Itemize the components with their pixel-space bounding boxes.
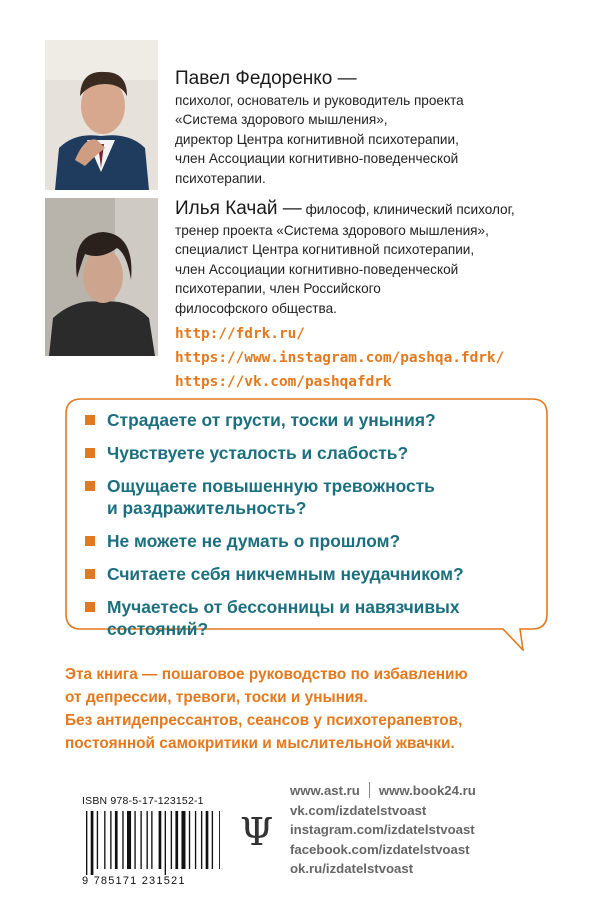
barcode-stripe [104, 811, 105, 869]
site-row [290, 781, 540, 801]
barcode-stripe [219, 811, 220, 869]
promo-line: от депрессии, тревоги, тоски и уныния. [65, 689, 368, 706]
author-heading-kachai [175, 199, 575, 220]
author-description-line: «Система здорового мышления», [175, 112, 388, 128]
barcode-icon [86, 811, 220, 875]
author-name-fedorenko: Павел Федоренко — [175, 68, 357, 89]
author-description-line: психотерапии. [175, 170, 266, 186]
site-ok[interactable]: ok.ru/izdatelstvoast [290, 861, 414, 876]
barcode-stripe [97, 811, 98, 869]
promo-line: Эта книга — пошаговое руководство по избавлению [65, 666, 468, 683]
link-instagram[interactable]: https://www.instagram.com/pashqa.fdrk/ [175, 350, 505, 366]
question-item [85, 409, 535, 431]
publisher-sites [290, 781, 540, 879]
barcode-stripe [134, 811, 135, 869]
question-item [85, 563, 535, 585]
barcode-stripe [189, 811, 190, 869]
author-description-line: директор Центра когнитивной психотерапии, [175, 131, 459, 147]
author-description-line: философского общества. [175, 300, 337, 316]
questions-list [85, 409, 535, 651]
question-text: Ощущаете повышенную тревожность [107, 476, 435, 496]
author-description-fedorenko [175, 91, 575, 188]
question-text: Считаете себя никчемным неудачником? [107, 564, 464, 584]
publisher-logo: Ψ [240, 810, 274, 854]
author-photo-kachai [45, 198, 158, 356]
site-vk[interactable]: vk.com/izdatelstvoast [290, 802, 427, 818]
question-text: Страдаете от грусти, тоски и уныния? [107, 410, 436, 430]
promo-line: постоянной самокритики и мыслительной жвачки. [65, 735, 455, 752]
book-promo-text [65, 663, 565, 755]
isbn-number: ISBN 978-5-17-123152-1 [82, 795, 204, 807]
author-links [175, 322, 504, 394]
square-bullet-icon [85, 481, 95, 491]
ean-digits: 9 785171 231521 [82, 875, 186, 887]
author-description-line: психолог, основатель и руководитель проекта [175, 93, 464, 108]
barcode-stripe [181, 811, 185, 869]
barcode-stripe [201, 811, 202, 869]
barcode-stripe [127, 811, 131, 869]
promo-line: Без антидепрессантов, сеансов у психотерапевтов, [65, 712, 463, 729]
question-item [85, 596, 535, 640]
question-text: Мучаетесь от бессонницы и навязчивых [107, 597, 460, 617]
square-bullet-icon [85, 448, 95, 458]
question-text: Чувствуете усталость и слабость? [107, 443, 409, 463]
barcode-stripe [165, 811, 166, 875]
site-separator [369, 782, 370, 798]
question-text: Не можете не думать о прошлом? [107, 531, 401, 551]
barcode-stripe [122, 811, 123, 869]
author-description-line: психотерапии, член Российского [175, 281, 381, 297]
author-description-kachai [175, 221, 575, 318]
question-item [85, 530, 535, 552]
barcode-stripe [91, 811, 94, 875]
barcode-stripe [206, 811, 209, 869]
site-instagram[interactable]: instagram.com/izdatelstvoast [290, 822, 475, 837]
barcode-stripe [115, 811, 118, 869]
link-fdrk-site[interactable]: http://fdrk.ru/ [175, 326, 305, 342]
author-name-kachai: Илья Качай — [175, 198, 302, 219]
question-item [85, 475, 535, 519]
square-bullet-icon [85, 415, 95, 425]
author-description-line: философ, клинический психолог, [301, 202, 515, 217]
barcode-stripe [175, 811, 178, 869]
author-photo-fedorenko [45, 40, 158, 190]
barcode-stripe [151, 811, 152, 869]
questions-box [65, 398, 548, 651]
site-facebook[interactable]: facebook.com/izdatelstvoast [290, 841, 470, 857]
square-bullet-icon [85, 569, 95, 579]
barcode-stripe [147, 811, 148, 869]
square-bullet-icon [85, 536, 95, 546]
barcode-stripe [212, 811, 213, 869]
author-description-line: тренер проекта «Система здорового мышления», [175, 223, 489, 238]
question-text: состояний? [107, 619, 209, 639]
barcode-stripe [86, 811, 87, 875]
barcode-stripe [110, 811, 111, 869]
site-book24[interactable]: www.book24.ru [378, 783, 476, 798]
question-item [85, 442, 535, 464]
author-description-line: член Ассоциации когнитивно-поведенческой [175, 261, 459, 277]
barcode-stripe [195, 811, 196, 869]
barcode-stripe [171, 811, 172, 869]
barcode-block [82, 795, 232, 895]
author-description-line: член Ассоциации когнитивно-поведенческой [175, 151, 459, 167]
link-vk[interactable]: https://vk.com/pashqafdrk [175, 374, 392, 390]
square-bullet-icon [85, 602, 95, 612]
question-text: и раздражительность? [107, 498, 307, 518]
site-ast[interactable]: www.ast.ru [290, 783, 360, 798]
barcode-stripe [159, 811, 162, 869]
barcode-stripe [140, 811, 141, 869]
author-description-line: специалист Центра когнитивной психотерапии, [175, 242, 475, 258]
